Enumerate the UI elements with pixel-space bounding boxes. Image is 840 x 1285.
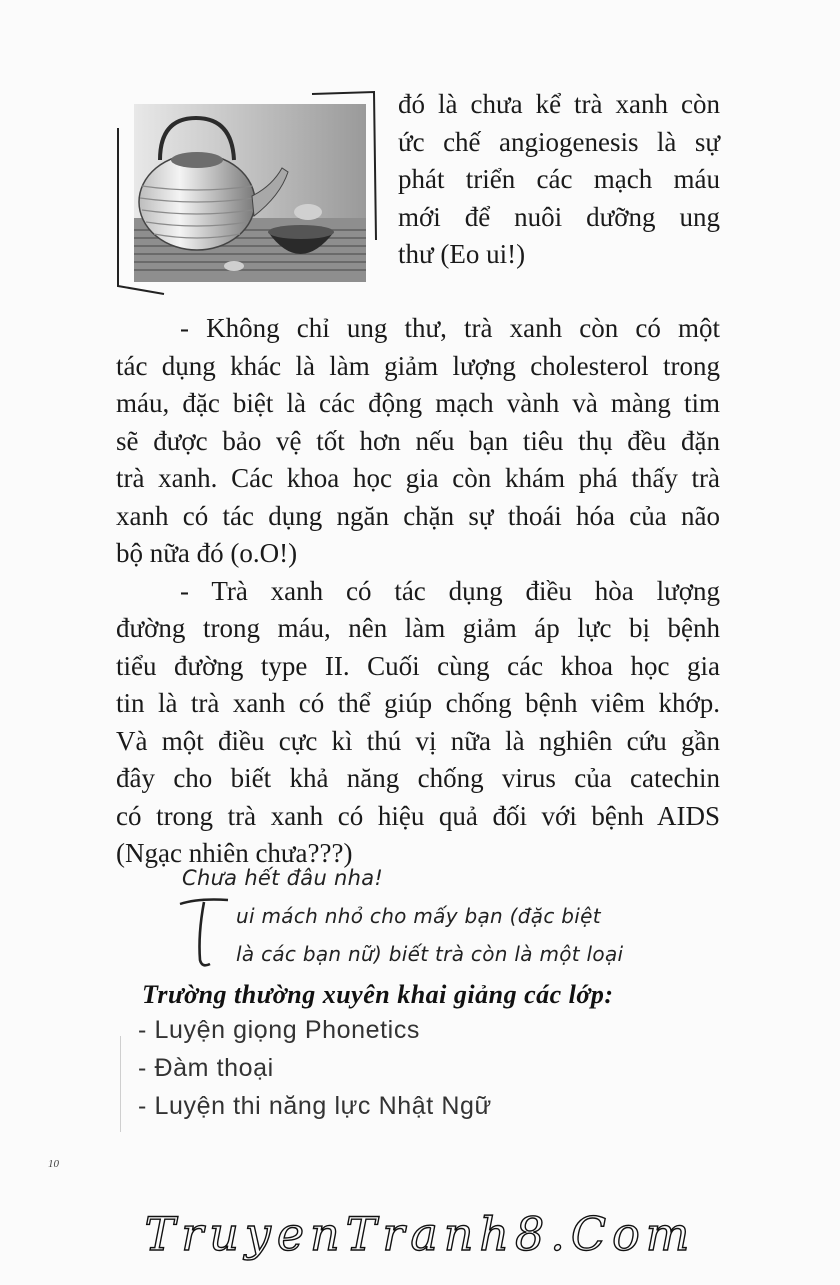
- text-line: đường trong máu, nên làm giảm áp lực bị bệnh: [116, 613, 720, 643]
- text-line: (Ngạc nhiên chưa???): [116, 838, 353, 868]
- text-line: trà xanh. Các khoa học gia còn khám phá thấy trà: [116, 463, 720, 493]
- advert-item: - Luyện thi năng lực Nhật Ngữ: [138, 1092, 492, 1120]
- text-line: sẽ được bảo vệ tốt hơn nếu bạn tiêu thụ đều đặn: [116, 425, 720, 456]
- body-text: [116, 310, 720, 873]
- text-line: - Trà xanh có tác dụng điều hòa lượng: [180, 575, 720, 606]
- text-line: tin là trà xanh có thể giúp chống bệnh viêm khớp.: [116, 688, 720, 718]
- drop-cap-t-icon: [176, 894, 232, 970]
- divider: [120, 1036, 121, 1132]
- text-line: Và một điều cực kì thú vị nữa là nghiên cứu gần: [116, 725, 720, 756]
- page-number: 10: [48, 1158, 59, 1170]
- advert-title: Trường thường xuyên khai giảng các lớp:: [142, 980, 614, 1009]
- intro-paragraph: [398, 86, 720, 274]
- watermark-text: TruyenTranh8.Com: [144, 1207, 696, 1261]
- text-line: phát triển các mạch máu: [398, 164, 720, 194]
- text-line: tác dụng khác là làm giảm lượng cholesterol trong: [116, 350, 720, 381]
- handwritten-line: ui mách nhỏ cho mấy bạn (đặc biệt: [236, 904, 601, 928]
- text-line: đó là chưa kể trà xanh còn: [398, 89, 720, 119]
- text-line: thư (Eo ui!): [398, 239, 526, 269]
- text-line: bộ nữa đó (o.O!): [116, 538, 298, 568]
- watermark: [0, 1200, 840, 1270]
- handwritten-line: là các bạn nữ) biết trà còn là một loại: [236, 942, 624, 966]
- advert-item: - Đàm thoại: [138, 1054, 274, 1082]
- text-line: có trong trà xanh có hiệu quả đối với bệnh AIDS: [116, 800, 720, 831]
- advert-item: - Luyện giọng Phonetics: [138, 1016, 421, 1044]
- text-line: ức chế angiogenesis là sự: [398, 126, 720, 157]
- teapot-illustration: [112, 90, 380, 302]
- text-line: máu, đặc biệt là các động mạch vành và màng tim: [116, 388, 720, 418]
- text-line: - Không chỉ ung thư, trà xanh còn có một: [180, 313, 720, 343]
- text-line: mới để nuôi dưỡng ung: [398, 201, 720, 232]
- text-line: tiểu đường type II. Cuối cùng các khoa học gia: [116, 650, 720, 681]
- handwritten-line: Chưa hết đâu nha!: [182, 866, 384, 890]
- text-line: xanh có tác dụng ngăn chặn sự thoái hóa của não: [116, 500, 720, 531]
- teapot-icon: [112, 90, 380, 302]
- text-line: đây cho biết khả năng chống virus của catechin: [116, 763, 720, 793]
